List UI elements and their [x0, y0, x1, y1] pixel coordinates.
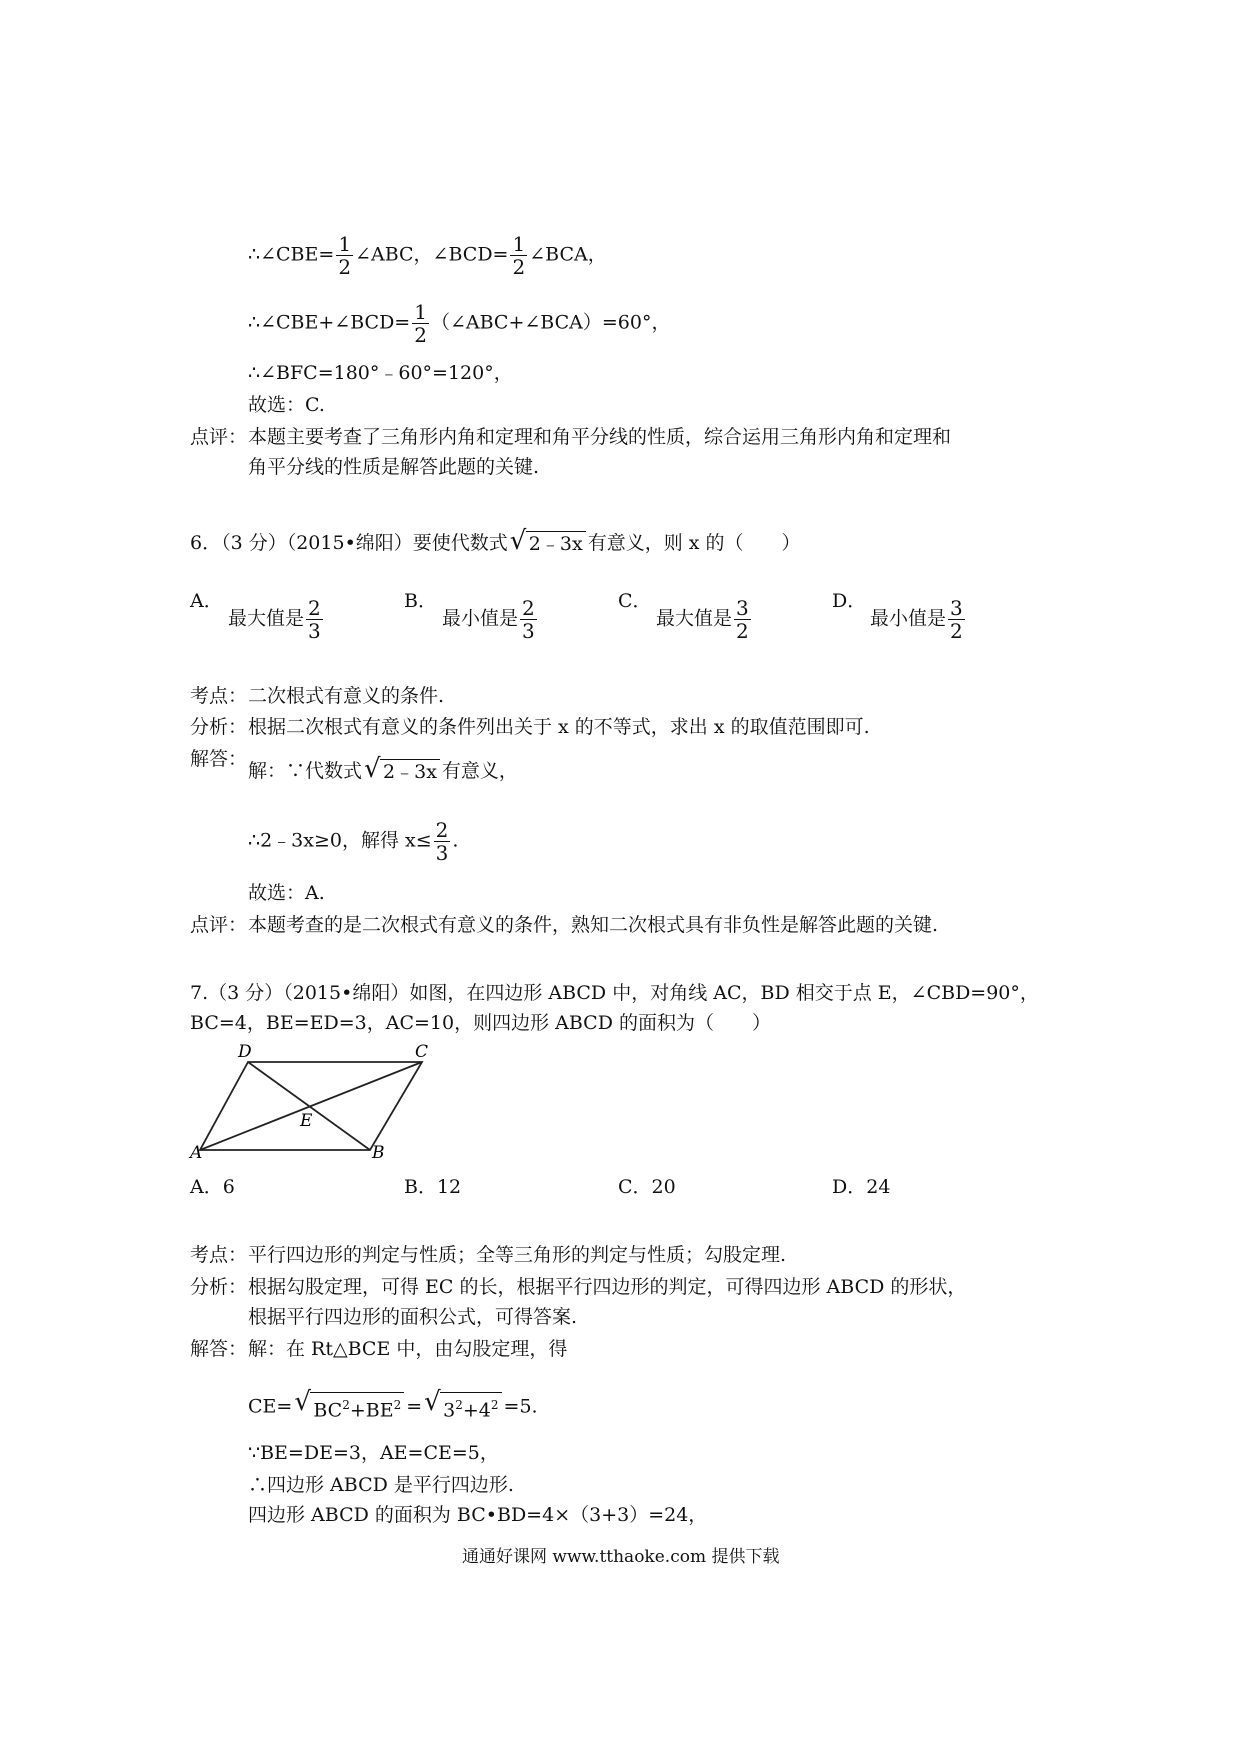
option-text: 最大值是 $\frac{3}{2}$ [656, 596, 749, 643]
option-letter: C． [618, 590, 652, 612]
diagonal-bd [248, 1062, 370, 1150]
option-letter: B． [404, 1176, 437, 1198]
q7-option-b[interactable] [404, 1174, 461, 1200]
q6-review: 本题考查的是二次根式有意义的条件，熟知二次根式具有非负性是解答此题的关键. [248, 914, 939, 936]
vertex-label-a: A [190, 1143, 203, 1160]
option-letter: D． [832, 1176, 867, 1198]
q7-jieda-2: ∵BE=DE=3，AE=CE=5， [248, 1442, 499, 1464]
q7-fenxi-label: 分析： [190, 1276, 248, 1298]
option-value: 20 [651, 1176, 676, 1198]
option-value: 24 [866, 1176, 891, 1198]
q6-jieda-2: ∴2﹣3x≥0，解得 x≤ $\frac{2}{3}$ . [248, 818, 459, 865]
fraction: $\frac{2}{3}$ [435, 818, 449, 865]
fraction: $\frac{2}{3}$ [522, 596, 535, 643]
q7-stem-1: 7.（3 分）（2015•绵阳）如图，在四边形 ABCD 中，对角线 AC，BD 相交于点 E，∠CBD=90°， [190, 982, 1039, 1004]
q7-ce-formula: CE= √ $BC^2+BE^2$ = √ $3^2+4^2 =5$. [248, 1387, 538, 1422]
vertex-label-b: B [372, 1143, 385, 1160]
option-text: 最小值是 $\frac{3}{2}$ [870, 596, 963, 643]
fraction: $\frac{3}{2}$ [950, 596, 963, 643]
q5-step-1: ∴∠CBE= $\frac{1}{2}$ ∠ABC，∠BCD= $\frac{1}{2}$ ∠BCA， [248, 232, 607, 279]
footer-source: 通通好课网 www.tthaoke.com 提供下载 [462, 1547, 780, 1567]
q6-fenxi: 根据二次根式有意义的条件列出关于 x 的不等式，求出 x 的取值范围即可. [248, 716, 870, 738]
q5-review-label: 点评： [190, 426, 248, 448]
q7-fenxi-1: 根据勾股定理，可得 EC 的长，根据平行四边形的判定，可得四边形 ABCD 的形状， [248, 1276, 967, 1298]
fraction: $\frac{1}{2}$ [512, 232, 526, 279]
vertex-label-e: E [300, 1111, 313, 1131]
q6-jieda-1: 解：∵代数式 √ 2﹣3x 有意义， [248, 754, 518, 784]
q5-review-2: 角平分线的性质是解答此题的关键. [248, 456, 540, 478]
q7-jieda-4: 四边形 ABCD 的面积为 BC•BD=4×（3+3）=24， [248, 1504, 708, 1526]
option-letter: B． [404, 590, 437, 612]
sqrt: √ 2﹣3x [364, 759, 440, 785]
q7-fenxi-2: 根据平行四边形的面积公式，可得答案. [248, 1306, 578, 1328]
q5-step-4: 故选：C. [248, 394, 325, 416]
q6-kaodian: 二次根式有意义的条件. [248, 685, 445, 707]
q7-parallelogram-figure [180, 1040, 440, 1160]
option-letter: C． [618, 1176, 652, 1198]
vertex-label-c: C [415, 1042, 429, 1062]
q7-option-d[interactable] [832, 1174, 890, 1200]
q7-jieda-3: ∴四边形 ABCD 是平行四边形. [248, 1474, 514, 1496]
q6-fenxi-label: 分析： [190, 716, 248, 738]
q5-review-1: 本题主要考查了三角形内角和定理和角平分线的性质，综合运用三角形内角和定理和 [248, 426, 952, 448]
q5-step-3: ∴∠BFC=180°﹣60°=120°， [248, 362, 513, 384]
sqrt: √ $BC^2+BE^2$ [294, 1392, 404, 1423]
option-letter: D． [832, 590, 867, 612]
q7-jieda-label: 解答： [190, 1338, 248, 1360]
q7-kaodian-label: 考点： [190, 1244, 248, 1266]
diagonal-ac [200, 1062, 422, 1150]
sqrt: √ $3^2+4^2$ [424, 1392, 501, 1423]
q7-option-a[interactable] [190, 1174, 235, 1200]
q6-review-label: 点评： [190, 914, 248, 936]
q7-option-c[interactable] [618, 1174, 676, 1200]
q7-kaodian: 平行四边形的判定与性质；全等三角形的判定与性质；勾股定理. [248, 1244, 787, 1266]
option-value: 6 [222, 1176, 235, 1198]
q7-jieda-1: 解：在 Rt△BCE 中，由勾股定理，得 [248, 1338, 568, 1360]
fraction: $\frac{3}{2}$ [736, 596, 749, 643]
q7-stem-2: BC=4，BE=ED=3，AC=10，则四边形 ABCD 的面积为（ ） [190, 1012, 771, 1034]
vertex-label-d: D [238, 1042, 252, 1062]
q5-step-2: ∴∠CBE+∠BCD= $\frac{1}{2}$ （∠ABC+∠BCA）=60°， [248, 300, 671, 347]
option-letter: A． [190, 1176, 223, 1198]
q6-kaodian-label: 考点： [190, 685, 248, 707]
option-text: 最大值是 $\frac{2}{3}$ [228, 596, 321, 643]
fraction: $\frac{1}{2}$ [414, 300, 427, 347]
fraction: $\frac{1}{2}$ [338, 232, 352, 279]
q6-jieda-3: 故选：A. [248, 882, 325, 904]
sqrt: √ 2﹣3x [510, 531, 586, 557]
q6-jieda-label: 解答： [190, 748, 248, 770]
q6-stem: 6．（3 分）（2015•绵阳）要使代数式 √ 2﹣3x 有意义，则 x 的（ ） [190, 526, 801, 556]
fraction: $\frac{2}{3}$ [308, 596, 321, 643]
option-letter: A． [190, 590, 223, 612]
option-text: 最小值是 $\frac{2}{3}$ [442, 596, 535, 643]
option-value: 12 [436, 1176, 462, 1198]
